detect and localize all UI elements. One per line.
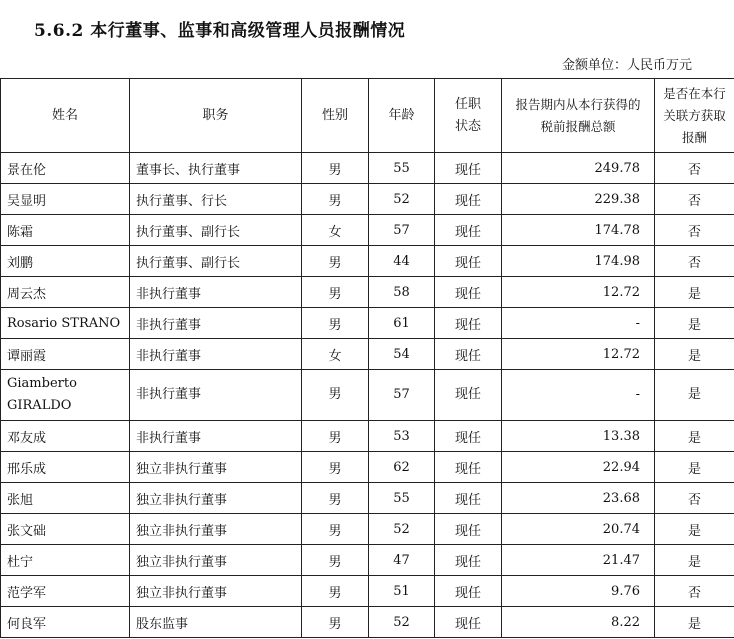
cell-age: 52: [369, 514, 435, 545]
cell-position: 股东监事: [130, 607, 302, 638]
column-header-related-party-pay: 是否在本行关联方获取报酬: [655, 79, 734, 153]
cell-related-party-pay: 是: [655, 421, 734, 452]
cell-name: 邓友成: [1, 421, 130, 452]
cell-age: 57: [369, 370, 435, 421]
cell-position: 独立非执行董事: [130, 576, 302, 607]
table-row: [1, 421, 734, 452]
cell-related-party-pay: 否: [655, 184, 734, 215]
cell-position: 非执行董事: [130, 421, 302, 452]
cell-total-pay: 23.68: [502, 483, 655, 514]
cell-status: 现任: [435, 483, 502, 514]
cell-total-pay: 20.74: [502, 514, 655, 545]
cell-related-party-pay: 是: [655, 514, 734, 545]
cell-status: 现任: [435, 576, 502, 607]
cell-gender: 男: [302, 452, 369, 483]
cell-status: 现任: [435, 153, 502, 184]
cell-status: 现任: [435, 339, 502, 370]
column-header-position: 职务: [130, 79, 302, 153]
cell-related-party-pay: 是: [655, 370, 734, 421]
table-row: [1, 576, 734, 607]
cell-related-party-pay: 否: [655, 215, 734, 246]
cell-age: 57: [369, 215, 435, 246]
cell-position: 独立非执行董事: [130, 452, 302, 483]
cell-gender: 男: [302, 184, 369, 215]
cell-related-party-pay: 是: [655, 277, 734, 308]
cell-age: 44: [369, 246, 435, 277]
cell-position: 独立非执行董事: [130, 483, 302, 514]
table-row: [1, 607, 734, 638]
cell-total-pay: 12.72: [502, 277, 655, 308]
cell-gender: 男: [302, 246, 369, 277]
cell-gender: 男: [302, 153, 369, 184]
cell-gender: 男: [302, 514, 369, 545]
cell-total-pay: 22.94: [502, 452, 655, 483]
cell-name: 陈霜: [1, 215, 130, 246]
cell-age: 62: [369, 452, 435, 483]
table-row: [1, 246, 734, 277]
cell-gender: 男: [302, 607, 369, 638]
column-header-status: 任职状态: [435, 79, 502, 153]
cell-gender: 女: [302, 339, 369, 370]
cell-status: 现任: [435, 545, 502, 576]
table-row: [1, 277, 734, 308]
cell-related-party-pay: 否: [655, 153, 734, 184]
cell-name: 张文础: [1, 514, 130, 545]
cell-gender: 男: [302, 483, 369, 514]
cell-name: 景在伦: [1, 153, 130, 184]
cell-related-party-pay: 是: [655, 607, 734, 638]
cell-related-party-pay: 否: [655, 246, 734, 277]
cell-gender: 男: [302, 370, 369, 421]
table-row: [1, 545, 734, 576]
table-row: [1, 215, 734, 246]
cell-name: Rosario STRANO: [1, 308, 130, 339]
cell-total-pay: 8.22: [502, 607, 655, 638]
cell-total-pay: 21.47: [502, 545, 655, 576]
cell-total-pay: 174.78: [502, 215, 655, 246]
cell-age: 55: [369, 153, 435, 184]
cell-position: 执行董事、行长: [130, 184, 302, 215]
cell-name: 杜宁: [1, 545, 130, 576]
table-row: [1, 514, 734, 545]
cell-total-pay: 9.76: [502, 576, 655, 607]
table-row: [1, 153, 734, 184]
cell-position: 执行董事、副行长: [130, 246, 302, 277]
cell-related-party-pay: 是: [655, 339, 734, 370]
cell-status: 现任: [435, 370, 502, 421]
table-row: [1, 370, 734, 421]
cell-age: 51: [369, 576, 435, 607]
cell-name: 张旭: [1, 483, 130, 514]
cell-total-pay: 13.38: [502, 421, 655, 452]
cell-age: 52: [369, 607, 435, 638]
table-row: [1, 483, 734, 514]
cell-position: 非执行董事: [130, 308, 302, 339]
cell-name: 吴显明: [1, 184, 130, 215]
table-row: [1, 339, 734, 370]
section-title: 5.6.2 本行董事、监事和高级管理人员报酬情况: [34, 21, 406, 41]
cell-name: Giamberto GIRALDO: [1, 370, 130, 421]
cell-name: 何良军: [1, 607, 130, 638]
cell-gender: 男: [302, 421, 369, 452]
cell-name: 范学军: [1, 576, 130, 607]
cell-age: 53: [369, 421, 435, 452]
table-row: [1, 308, 734, 339]
cell-position: 非执行董事: [130, 370, 302, 421]
cell-age: 61: [369, 308, 435, 339]
cell-total-pay: -: [502, 308, 655, 339]
compensation-table: [0, 78, 734, 638]
cell-position: 非执行董事: [130, 277, 302, 308]
cell-status: 现任: [435, 215, 502, 246]
cell-gender: 男: [302, 277, 369, 308]
cell-total-pay: 229.38: [502, 184, 655, 215]
cell-age: 55: [369, 483, 435, 514]
column-header-gender: 性别: [302, 79, 369, 153]
cell-related-party-pay: 是: [655, 452, 734, 483]
cell-age: 52: [369, 184, 435, 215]
cell-status: 现任: [435, 184, 502, 215]
cell-total-pay: -: [502, 370, 655, 421]
cell-total-pay: 12.72: [502, 339, 655, 370]
cell-name: 邢乐成: [1, 452, 130, 483]
cell-age: 54: [369, 339, 435, 370]
cell-gender: 男: [302, 545, 369, 576]
cell-status: 现任: [435, 308, 502, 339]
cell-status: 现任: [435, 607, 502, 638]
column-header-name: 姓名: [1, 79, 130, 153]
table-header-row: [1, 79, 734, 153]
cell-position: 独立非执行董事: [130, 545, 302, 576]
cell-related-party-pay: 是: [655, 308, 734, 339]
cell-position: 董事长、执行董事: [130, 153, 302, 184]
cell-position: 非执行董事: [130, 339, 302, 370]
cell-related-party-pay: 是: [655, 545, 734, 576]
cell-position: 执行董事、副行长: [130, 215, 302, 246]
cell-status: 现任: [435, 514, 502, 545]
cell-total-pay: 174.98: [502, 246, 655, 277]
cell-related-party-pay: 否: [655, 483, 734, 514]
cell-gender: 男: [302, 308, 369, 339]
cell-status: 现任: [435, 452, 502, 483]
cell-position: 独立非执行董事: [130, 514, 302, 545]
cell-status: 现任: [435, 246, 502, 277]
cell-status: 现任: [435, 277, 502, 308]
cell-age: 47: [369, 545, 435, 576]
cell-name: 周云杰: [1, 277, 130, 308]
cell-name: 刘鹏: [1, 246, 130, 277]
table-row: [1, 184, 734, 215]
cell-gender: 女: [302, 215, 369, 246]
currency-unit-note: 金额单位：人民币万元: [561, 58, 692, 73]
cell-related-party-pay: 否: [655, 576, 734, 607]
cell-total-pay: 249.78: [502, 153, 655, 184]
cell-age: 58: [369, 277, 435, 308]
cell-gender: 男: [302, 576, 369, 607]
cell-name: 谭丽霞: [1, 339, 130, 370]
column-header-total-pay: 报告期内从本行获得的税前报酬总额: [502, 79, 655, 153]
column-header-age: 年龄: [369, 79, 435, 153]
cell-status: 现任: [435, 421, 502, 452]
table-row: [1, 452, 734, 483]
